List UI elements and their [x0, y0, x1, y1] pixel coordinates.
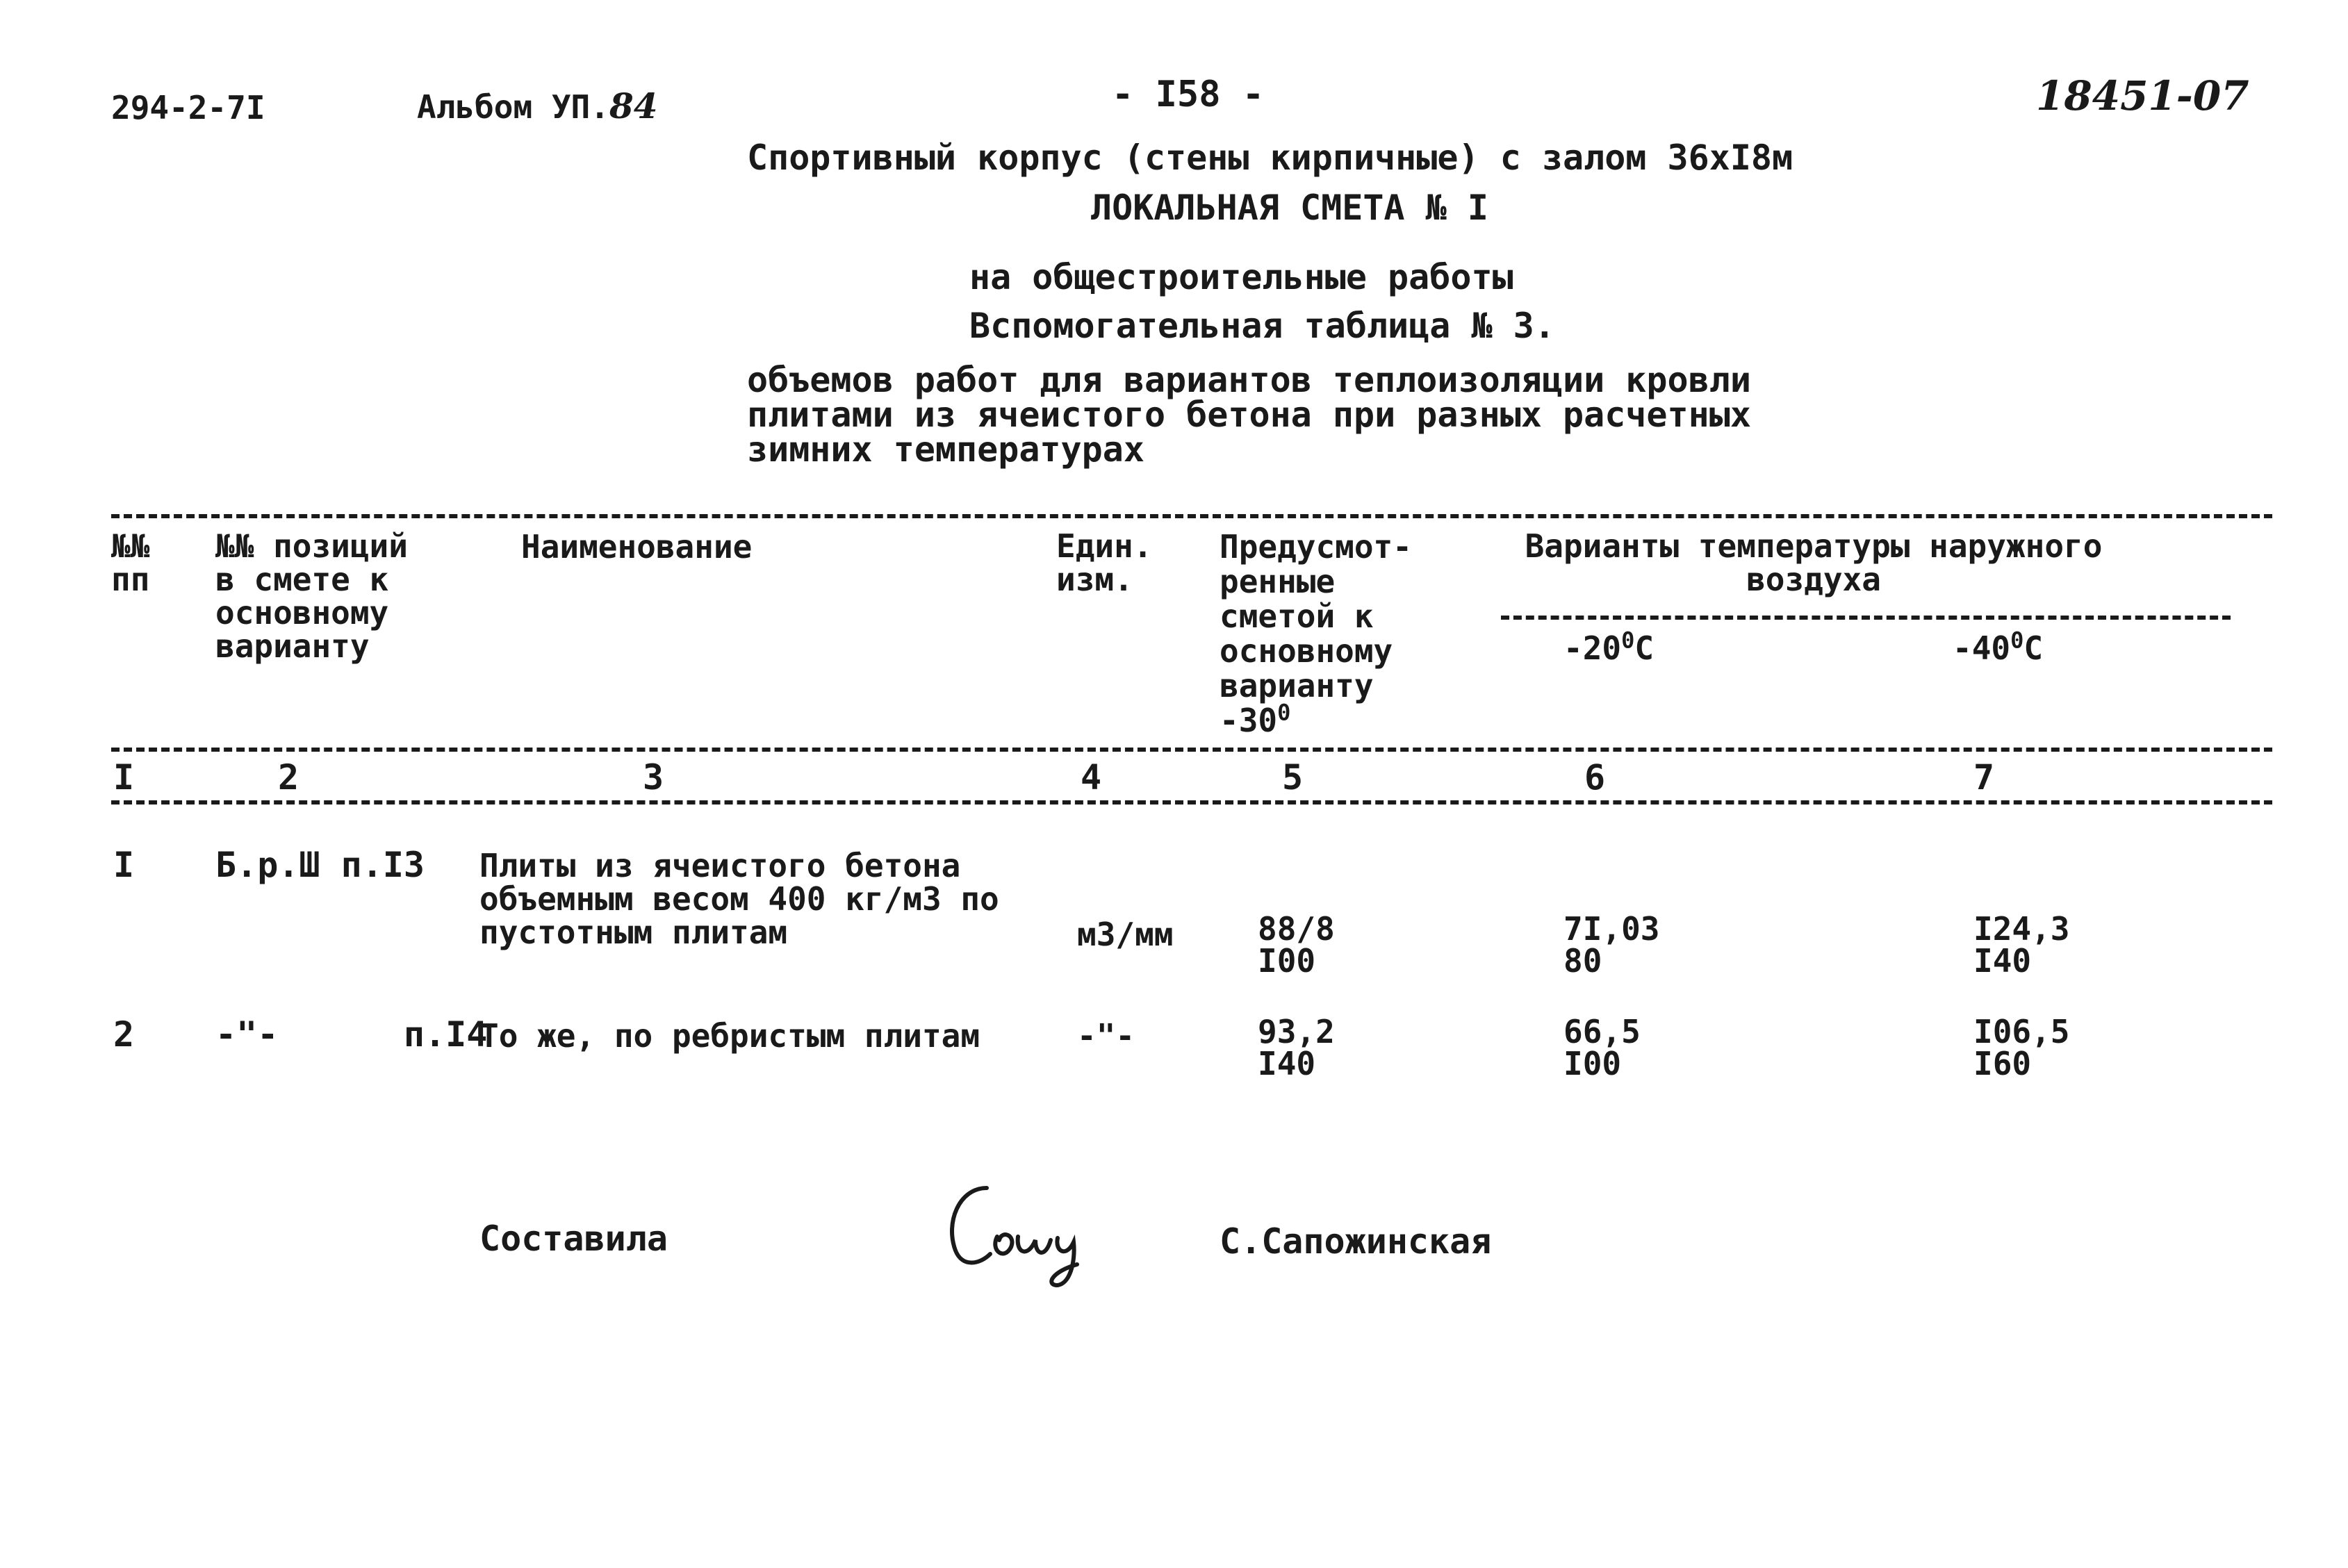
header-planned [1220, 529, 1412, 738]
album-text: Альбом УП. [417, 88, 609, 126]
table-name: Вспомогательная таблица № 3. [969, 306, 1555, 346]
column-number-6: 6 [1584, 757, 1606, 798]
building-title: Спортивный корпус (стены кирпичные) с залом 36хI8м [747, 138, 1793, 178]
compiled-label: Составила [479, 1219, 668, 1259]
minus20-celsius: С [1634, 629, 1655, 667]
album-label [417, 85, 658, 126]
page-number: - I58 - [1112, 74, 1265, 115]
row-1-minus20: 7I,03 80 [1563, 910, 1660, 980]
header-bottom-rule [111, 748, 2272, 752]
column-number-4: 4 [1081, 757, 1102, 798]
table-top-rule [111, 514, 2272, 518]
header-minus20 [1563, 627, 1655, 667]
row-2-name: То же, по ребристым плитам [479, 1017, 980, 1055]
row-1-name: Плиты из ячеистого бетона объемным весом 400 кг/м3 по пустотным плитам [479, 847, 999, 951]
row-2-num: 2 [113, 1014, 135, 1055]
minus20-degree: 0 [1621, 627, 1635, 654]
column-number-5: 5 [1282, 757, 1304, 798]
compiler-name: С.Сапожинская [1220, 1221, 1492, 1262]
album-handwritten-number: 84 [609, 85, 658, 126]
row-1-planned: 88/8 I00 [1258, 910, 1335, 980]
header-variants: Варианты температуры наружного воздуха [1525, 527, 2103, 598]
header-planned-degree: 0 [1277, 699, 1291, 726]
row-1-position: Б.р.Ш п.I3 [215, 845, 425, 885]
column-number-7: 7 [1973, 757, 1995, 798]
column-number-2: 2 [278, 757, 299, 798]
row-2-unit: -"- [1077, 1017, 1135, 1055]
row-2-minus20: 66,5 I00 [1563, 1013, 1641, 1082]
row-2-minus40: I06,5 I60 [1973, 1013, 2070, 1082]
minus40-degree: 0 [2010, 627, 2024, 654]
header-positions: №№ позиций в смете к основному варианту [215, 527, 408, 665]
header-num: №№ пп [111, 527, 150, 598]
archive-number: 18451-07 [2036, 72, 2249, 119]
header-name: Наименование [521, 528, 753, 566]
minus20-value: -20 [1563, 629, 1622, 667]
header-minus40 [1953, 627, 2044, 667]
row-2-position: -"- п.I4 [215, 1014, 488, 1055]
column-number-1: I [113, 757, 135, 798]
row-1-num: I [113, 845, 135, 885]
estimate-title: ЛОКАЛЬНАЯ СМЕТА № I [1091, 188, 1488, 228]
table-description: объемов работ для вариантов теплоизоляции кровли плитами из ячеистого бетона при разных расчетных зимних температурах [747, 360, 1751, 470]
document-code: 294-2-7I [111, 89, 265, 126]
header-unit: Един. изм. [1056, 527, 1153, 598]
variants-subheader-rule [1501, 616, 2231, 620]
header-planned-text: Предусмот- ренные сметой к основному варианту -30 [1220, 528, 1412, 739]
minus40-celsius: С [2023, 629, 2044, 667]
row-1-minus40: I24,3 I40 [1973, 910, 2070, 980]
column-number-3: 3 [643, 757, 664, 798]
works-subtitle: на общестроительные работы [969, 257, 1513, 297]
row-1-unit: м3/мм [1077, 916, 1174, 953]
minus40-value: -40 [1953, 629, 2011, 667]
row-2-planned: 93,2 I40 [1258, 1013, 1335, 1082]
handwritten-signature [938, 1174, 1105, 1292]
column-numbers-rule [111, 800, 2272, 804]
